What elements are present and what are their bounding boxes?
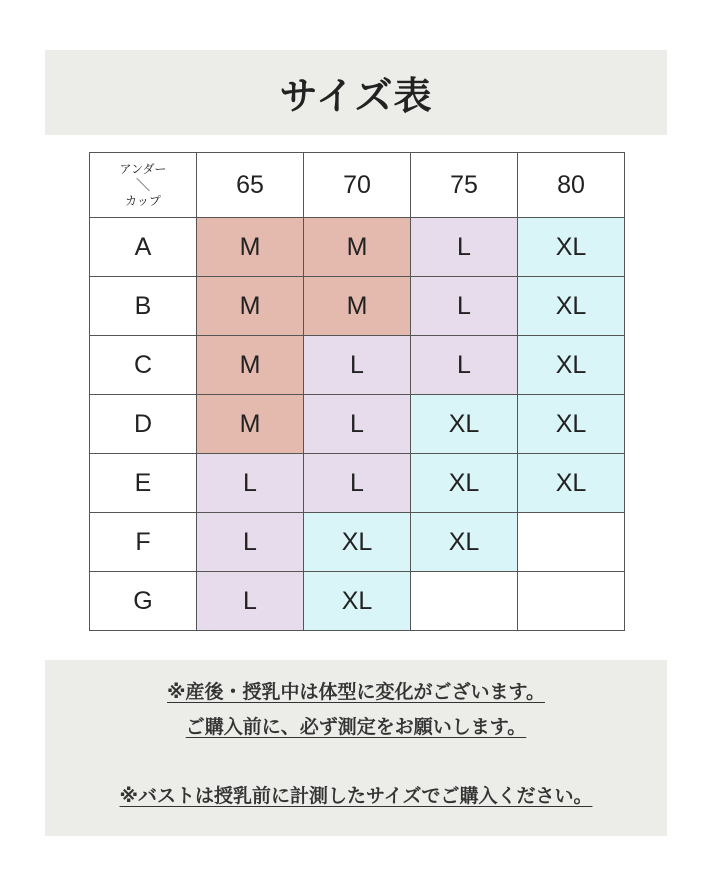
- cup-size-cell: F: [90, 513, 197, 572]
- size-cell: XL: [411, 454, 518, 513]
- under-size-header: 65: [197, 153, 304, 218]
- size-cell: L: [197, 513, 304, 572]
- table-row: [90, 513, 625, 572]
- size-cell: XL: [518, 277, 625, 336]
- note-postpartum: ※産後・授乳中は体型に変化がございます。: [167, 681, 545, 703]
- table-row: [90, 454, 625, 513]
- cup-label: カップ: [125, 194, 161, 208]
- cup-size-cell: A: [90, 218, 197, 277]
- table-row: [90, 336, 625, 395]
- size-cell: L: [411, 218, 518, 277]
- size-cell: M: [197, 218, 304, 277]
- cup-size-cell: B: [90, 277, 197, 336]
- cup-size-cell: C: [90, 336, 197, 395]
- header-row: [90, 153, 625, 218]
- cup-size-cell: G: [90, 572, 197, 631]
- size-cell: L: [411, 277, 518, 336]
- note-measure-before-feeding: ※バストは授乳前に計測したサイズでご購入ください。: [119, 785, 593, 807]
- cup-size-cell: D: [90, 395, 197, 454]
- size-cell: L: [197, 572, 304, 631]
- size-cell: M: [197, 277, 304, 336]
- size-cell: M: [304, 277, 411, 336]
- under-size-header: 75: [411, 153, 518, 218]
- cup-size-cell: E: [90, 454, 197, 513]
- size-cell: L: [304, 395, 411, 454]
- size-cell: L: [304, 454, 411, 513]
- size-cell: XL: [518, 336, 625, 395]
- size-cell: XL: [518, 218, 625, 277]
- size-cell: XL: [304, 572, 411, 631]
- table-row: [90, 277, 625, 336]
- page-title: サイズ表: [279, 74, 433, 118]
- size-cell: [518, 513, 625, 572]
- size-cell: XL: [518, 395, 625, 454]
- size-cell: L: [197, 454, 304, 513]
- size-cell: XL: [518, 454, 625, 513]
- title-band: [45, 50, 667, 135]
- size-chart-table: [89, 152, 625, 631]
- size-cell: XL: [304, 513, 411, 572]
- size-cell: [411, 572, 518, 631]
- under-size-header: 70: [304, 153, 411, 218]
- size-cell: M: [197, 336, 304, 395]
- under-label: アンダー: [119, 162, 167, 176]
- corner-cell: [90, 153, 197, 218]
- size-cell: XL: [411, 395, 518, 454]
- table-row: [90, 572, 625, 631]
- size-cell: L: [304, 336, 411, 395]
- size-cell: [518, 572, 625, 631]
- size-cell: M: [197, 395, 304, 454]
- table-row: [90, 218, 625, 277]
- note-measure: ご購入前に、必ず測定をお願いします。: [185, 716, 527, 738]
- under-size-header: 80: [518, 153, 625, 218]
- diagonal-divider: ＼: [136, 177, 150, 193]
- table-row: [90, 395, 625, 454]
- size-cell: M: [304, 218, 411, 277]
- size-cell: XL: [411, 513, 518, 572]
- notes-panel: [45, 660, 667, 836]
- size-cell: L: [411, 336, 518, 395]
